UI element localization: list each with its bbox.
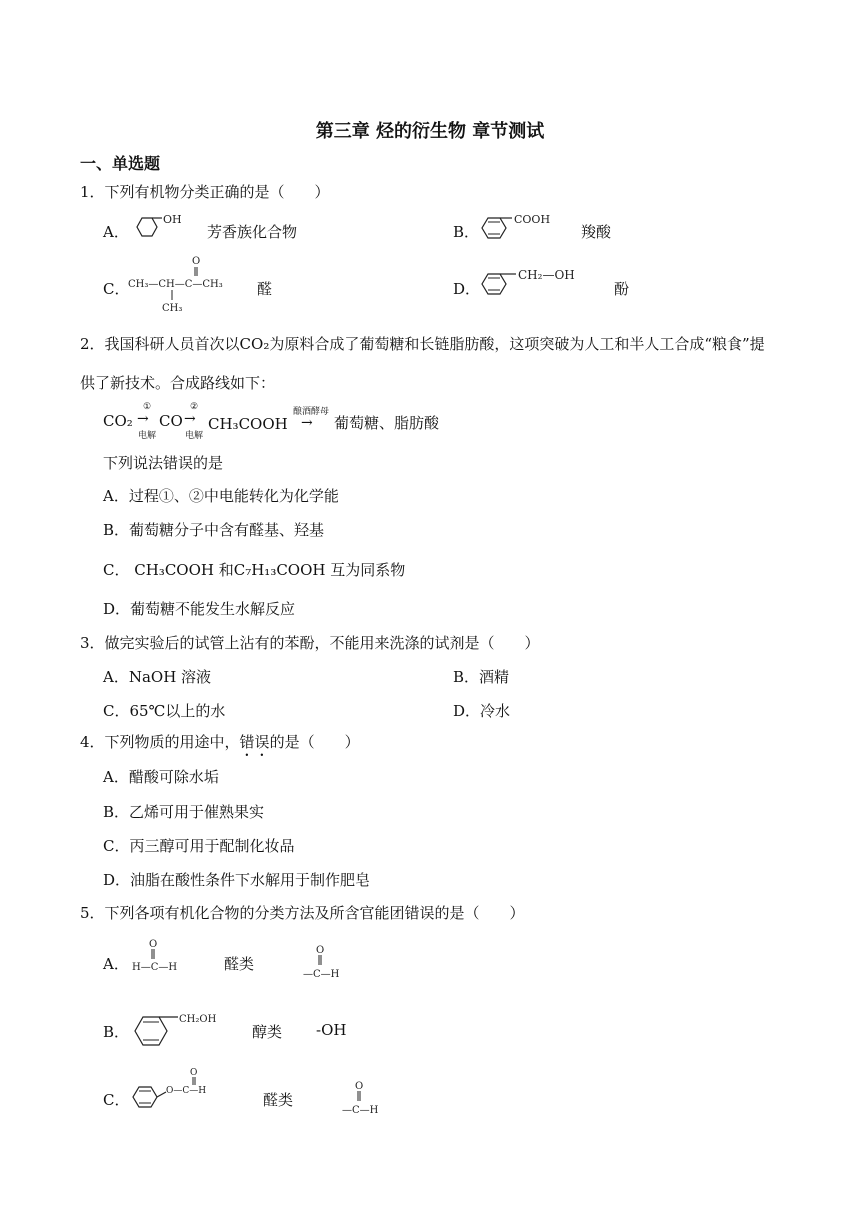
- q3-option-c: C．65℃以上的水: [103, 702, 226, 720]
- route-co: CO: [159, 412, 183, 430]
- q5-option-a-label: A．: [103, 955, 129, 973]
- route-step2-number: ②: [189, 402, 199, 412]
- q1-option-a-label: A．: [103, 223, 129, 241]
- q5-option-b-label: B．: [103, 1023, 130, 1041]
- q5-option-a-class: 醛类: [224, 955, 255, 973]
- route-acetic-acid: CH₃COOH: [208, 415, 288, 433]
- benzyl-alcohol-structure: [478, 266, 588, 302]
- q1-option-b-label: B．: [453, 223, 480, 241]
- q4-option-d: D．油脂在酸性条件下水解用于制作肥皂: [103, 871, 371, 889]
- q1-a-struct-text: OH: [163, 213, 182, 226]
- route-step3-condition: 酿酒酵母: [292, 407, 329, 417]
- cyclohexanol-structure: [128, 212, 188, 248]
- q4-option-c: C．丙三醇可用于配制化妆品: [103, 837, 295, 855]
- route-step1-number: ①: [142, 402, 152, 412]
- q1-b-struct-text: COOH: [514, 213, 551, 226]
- q5-a-group-text: —C—H: [303, 969, 340, 980]
- route-product: 葡萄糖、脂肪酸: [334, 414, 440, 432]
- q1-c-struct-sub: CH₃: [162, 303, 183, 314]
- q4-stem-pre: 4．下列物质的用途中，: [80, 733, 240, 751]
- question-2-stem-line1: 2．我国科研人员首次以CO₂为原料合成了葡萄糖和长链脂肪酸，这项突破为人工和半人工合成“粮食”提: [80, 335, 765, 353]
- q1-option-d-class: 酚: [614, 280, 630, 298]
- route-arrow-1: →: [137, 411, 149, 427]
- q5-c-group-o: O: [355, 1081, 364, 1092]
- q1-option-b-class: 羧酸: [581, 223, 612, 241]
- formaldehyde-structure: [132, 938, 192, 978]
- q5-c-group-text: —C—H: [342, 1105, 379, 1116]
- aldehyde-group-structure-c: [342, 1080, 402, 1120]
- q5-a-o-text: O: [149, 939, 158, 950]
- benzyl-alcohol-structure-q5: [130, 1009, 220, 1053]
- q5-option-c-class: 醛类: [263, 1091, 294, 1109]
- q2-option-b: B．葡萄糖分子中含有醛基、羟基: [103, 521, 325, 539]
- q4-option-a: A．醋酸可除水垢: [103, 768, 219, 786]
- q1-option-c-class: 醛: [257, 280, 273, 298]
- aldehyde-group-structure-a: [303, 944, 363, 984]
- q2-option-a: A．过程①、②中电能转化为化学能: [103, 487, 339, 505]
- route-arrow-2: →: [184, 411, 196, 427]
- butanone-structure: [128, 254, 248, 316]
- q1-c-struct-o: O: [192, 256, 201, 267]
- question-3-stem: 3．做完实验后的试管上沾有的苯酚，不能用来洗涤的试剂是（ ）: [80, 634, 540, 652]
- question-4-stem: [80, 731, 360, 760]
- route-step2-condition: 电解: [184, 431, 203, 441]
- q5-option-c-label: C．: [103, 1091, 130, 1109]
- benzoic-acid-structure: [478, 212, 568, 248]
- q5-a-group-o: O: [316, 945, 325, 956]
- q4-stem-post: 的是（ ）: [269, 733, 360, 751]
- q5-a-struct-text: H—C—H: [132, 962, 178, 973]
- question-2-stem-line2: 供了新技术。合成路线如下：: [80, 374, 276, 392]
- q5-option-b-group: -OH: [316, 1021, 347, 1039]
- page-title: 第三章 烃的衍生物 章节测试: [315, 121, 545, 142]
- phenyl-formate-structure: [130, 1066, 230, 1116]
- question-2-prompt: 下列说法错误的是: [103, 454, 224, 472]
- route-co2: CO₂: [103, 412, 133, 430]
- q1-d-struct-text: CH₂—OH: [518, 268, 575, 282]
- q5-b-struct-text: CH₂OH: [179, 1014, 217, 1025]
- q5-c-struct-text: O—C—H: [166, 1086, 207, 1096]
- route-arrow-3: →: [301, 415, 313, 431]
- q5-c-o-text: O: [190, 1068, 198, 1078]
- q3-option-b: B．酒精: [453, 668, 510, 686]
- q1-option-d-label: D．: [453, 280, 481, 298]
- section-heading: 一、单选题: [80, 154, 161, 173]
- q5-option-b-class: 醇类: [252, 1023, 283, 1041]
- q2-option-d: D．葡萄糖不能发生水解反应: [103, 600, 296, 618]
- q3-option-a: A．NaOH 溶液: [103, 668, 212, 686]
- question-5-stem: 5．下列各项有机化合物的分类方法及所含官能团错误的是（ ）: [80, 904, 525, 922]
- q3-option-d: D．冷水: [453, 702, 511, 720]
- q1-c-struct-main: CH₃—CH—C—CH₃: [128, 279, 223, 290]
- q2-option-c: C． CH₃COOH 和C₇H₁₃COOH 互为同系物: [103, 561, 406, 579]
- q1-option-c-label: C．: [103, 280, 130, 298]
- q4-option-b: B．乙烯可用于催熟果实: [103, 803, 265, 821]
- question-1-stem: 1．下列有机物分类正确的是（ ）: [80, 183, 330, 201]
- route-step1-condition: 电解: [137, 431, 156, 441]
- q1-option-a-class: 芳香族化合物: [207, 223, 298, 241]
- q4-stem-emphasis: 错误: [239, 733, 270, 751]
